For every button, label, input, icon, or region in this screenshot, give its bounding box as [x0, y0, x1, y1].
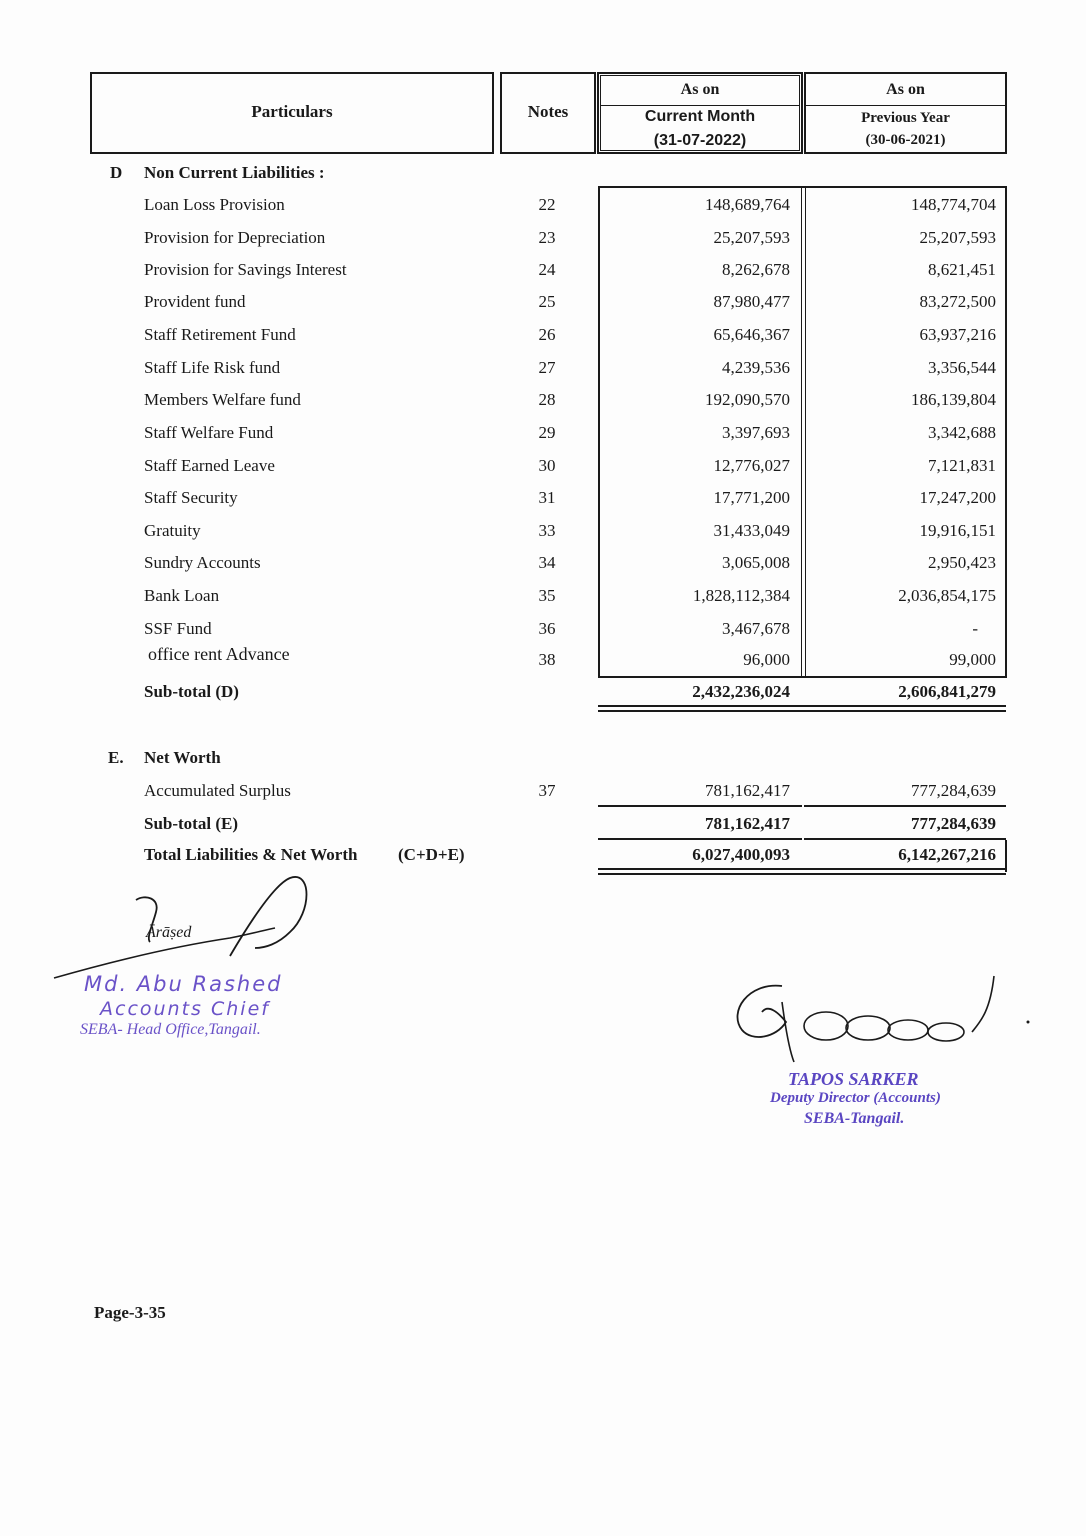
- header-current-divider: [600, 105, 800, 106]
- section-d-title: Non Current Liabilities :: [144, 163, 325, 182]
- row-current: 31,433,049: [713, 521, 790, 540]
- row-label: Staff Security: [144, 488, 238, 507]
- header-previous-as-on: As on: [886, 81, 925, 98]
- row-note: 24: [538, 260, 556, 279]
- total-formula: (C+D+E): [398, 845, 465, 864]
- row-previous: 19,916,151: [919, 521, 996, 540]
- subtotal-d-previous: 2,606,841,279: [898, 682, 996, 701]
- row-current: 17,771,200: [713, 488, 790, 507]
- table-row: [0, 260, 1086, 292]
- row-previous: 148,774,704: [911, 195, 996, 214]
- row-note: 29: [538, 423, 556, 442]
- row-previous: 186,139,804: [911, 390, 996, 409]
- section-d-letter: D: [110, 163, 123, 182]
- signature-text-left: Ārāṣed: [146, 924, 192, 941]
- accumulated-underline-previous: [804, 805, 1006, 807]
- row-previous: 17,247,200: [919, 488, 996, 507]
- row-label: Staff Retirement Fund: [144, 325, 296, 344]
- header-current-date: (31-07-2022): [653, 132, 747, 149]
- right-signatory-office: SEBA-Tangail.: [804, 1110, 905, 1127]
- row-previous: 777,284,639: [911, 781, 996, 800]
- table-row: [0, 358, 1086, 390]
- subtotal-d-label: Sub-total (D): [144, 682, 239, 701]
- section-e-title: Net Worth: [144, 748, 221, 767]
- row-previous: 7,121,831: [928, 456, 996, 475]
- subtotal-d-underline-2: [598, 710, 1006, 712]
- table-row: [0, 325, 1086, 357]
- row-note: 36: [538, 619, 556, 638]
- row-label: office rent Advance: [148, 644, 290, 664]
- subtotal-d-current: 2,432,236,024: [692, 682, 790, 701]
- total-underline-2: [598, 873, 1006, 875]
- table-row: [0, 586, 1086, 618]
- table-row: [0, 423, 1086, 455]
- row-note: 34: [538, 553, 556, 572]
- table-row: [0, 644, 1086, 682]
- row-note: 28: [538, 390, 556, 409]
- subtotal-e-row: [0, 814, 1086, 846]
- table-row: [0, 195, 1086, 227]
- row-current: 96,000: [743, 650, 790, 669]
- row-note: 35: [538, 586, 556, 605]
- row-previous: 3,342,688: [928, 423, 996, 442]
- row-note: 30: [538, 456, 556, 475]
- total-current: 6,027,400,093: [692, 845, 790, 864]
- row-current: 3,467,678: [722, 619, 790, 638]
- right-signatory-name: TAPOS SARKER: [788, 1069, 919, 1089]
- row-previous: 2,036,854,175: [898, 586, 996, 605]
- row-note: 22: [538, 195, 556, 214]
- header-current-as-on: As on: [680, 81, 720, 98]
- row-current: 781,162,417: [705, 781, 790, 800]
- table-row: [0, 521, 1086, 553]
- row-previous: -: [972, 619, 978, 638]
- left-signatory-office: SEBA- Head Office,Tangail.: [80, 1021, 261, 1038]
- page-number: Page-3-35: [94, 1303, 166, 1322]
- row-label: Gratuity: [144, 521, 201, 540]
- accumulated-underline-current: [598, 805, 802, 807]
- row-note: 26: [538, 325, 556, 344]
- left-signature: [50, 872, 320, 982]
- table-row: [0, 456, 1086, 488]
- total-underline-1: [598, 868, 1006, 870]
- row-current: 192,090,570: [705, 390, 790, 409]
- header-previous-label: Previous Year: [861, 110, 950, 126]
- row-label: Staff Life Risk fund: [144, 358, 281, 377]
- d-box-top: [598, 186, 1007, 188]
- row-current: 12,776,027: [713, 456, 790, 475]
- header-current-label: Current Month: [644, 108, 756, 125]
- total-label: Total Liabilities & Net Worth: [144, 845, 358, 864]
- table-row: [0, 553, 1086, 585]
- row-note: 37: [538, 781, 556, 800]
- row-current: 65,646,367: [713, 325, 790, 344]
- header-notes: Notes: [527, 102, 569, 121]
- row-note: 31: [538, 488, 556, 507]
- row-label: Members Welfare fund: [144, 390, 301, 409]
- row-note: 38: [538, 650, 556, 669]
- row-note: 23: [538, 228, 556, 247]
- row-previous: 8,621,451: [928, 260, 996, 279]
- row-previous: 3,356,544: [928, 358, 996, 377]
- row-label: Accumulated Surplus: [144, 781, 291, 800]
- subtotal-e-current: 781,162,417: [705, 814, 790, 833]
- table-row: [0, 292, 1086, 324]
- right-signatory-title: Deputy Director (Accounts): [770, 1090, 941, 1106]
- row-current: 4,239,536: [722, 358, 790, 377]
- row-label: Loan Loss Provision: [144, 195, 285, 214]
- left-signatory-name: Md. Abu Rashed: [84, 972, 283, 996]
- row-current: 148,689,764: [705, 195, 790, 214]
- section-e-letter: E.: [108, 748, 124, 767]
- row-label: Provident fund: [144, 292, 246, 311]
- row-previous: 99,000: [949, 650, 996, 669]
- subtotal-e-previous: 777,284,639: [911, 814, 996, 833]
- header-previous-divider: [806, 105, 1005, 106]
- row-current: 8,262,678: [722, 260, 790, 279]
- row-current: 25,207,593: [713, 228, 790, 247]
- subtotal-d-underline-1: [598, 705, 1006, 707]
- signature-scribble-right: [728, 972, 1038, 1072]
- row-note: 27: [538, 358, 556, 377]
- table-row: [0, 228, 1086, 260]
- total-previous: 6,142,267,216: [898, 845, 996, 864]
- row-current: 3,397,693: [722, 423, 790, 442]
- row-current: 3,065,008: [722, 553, 790, 572]
- row-label: Staff Earned Leave: [144, 456, 275, 475]
- row-previous: 25,207,593: [919, 228, 996, 247]
- subtotal-e-label: Sub-total (E): [144, 814, 238, 833]
- row-note: 33: [538, 521, 556, 540]
- row-label: Staff Welfare Fund: [144, 423, 274, 442]
- row-note: 25: [538, 292, 556, 311]
- table-row: [0, 781, 1086, 813]
- row-label: Sundry Accounts: [144, 553, 261, 572]
- header-previous-date: (30-06-2021): [865, 132, 946, 148]
- row-previous: 63,937,216: [919, 325, 996, 344]
- row-current: 1,828,112,384: [692, 586, 790, 605]
- table-row: [0, 390, 1086, 422]
- subtotal-e-underline-current: [598, 838, 802, 840]
- right-signature: [728, 972, 1038, 1072]
- row-label: Provision for Savings Interest: [144, 260, 347, 279]
- row-label: SSF Fund: [144, 619, 212, 638]
- row-previous: 2,950,423: [928, 553, 996, 572]
- header-particulars: Particulars: [251, 102, 333, 121]
- subtotal-e-underline-previous: [804, 838, 1006, 840]
- row-label: Bank Loan: [144, 586, 220, 605]
- row-previous: 83,272,500: [919, 292, 996, 311]
- row-current: 87,980,477: [713, 292, 790, 311]
- table-row: [0, 488, 1086, 520]
- row-label: Provision for Depreciation: [144, 228, 326, 247]
- left-signatory-title: Accounts Chief: [100, 998, 270, 1020]
